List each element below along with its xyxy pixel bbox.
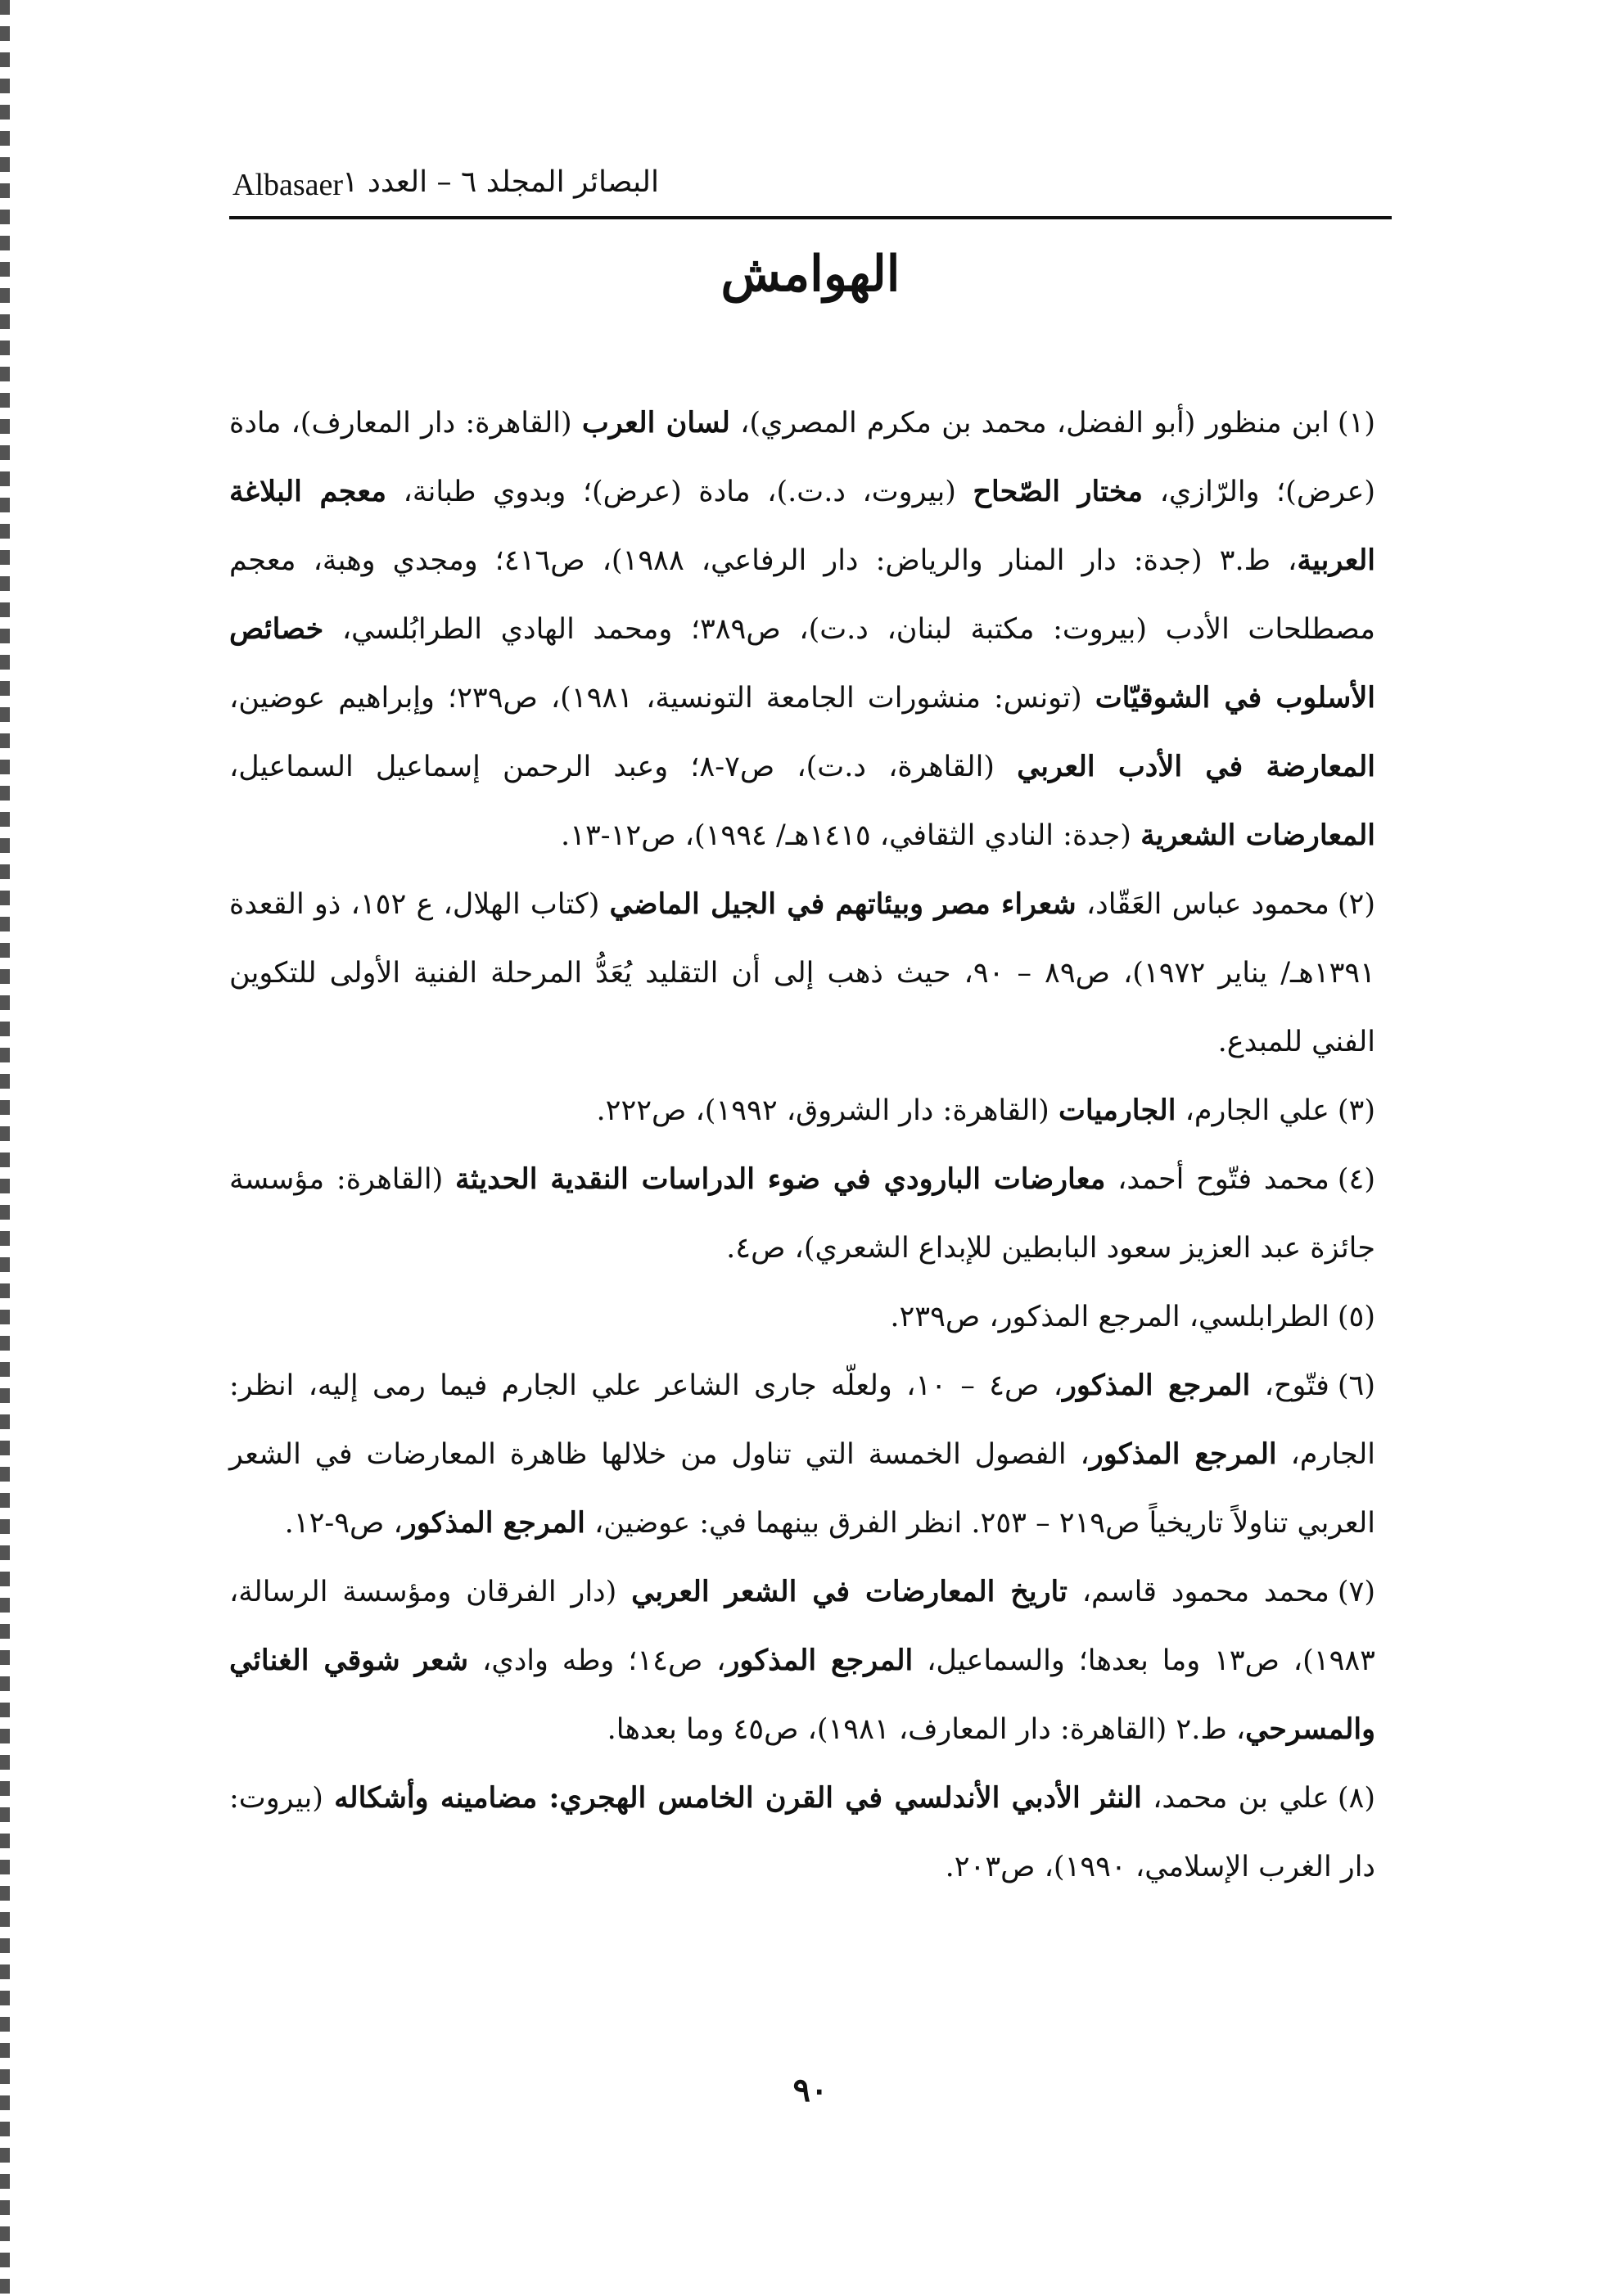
cited-title: معجم البلاغة العربية: [229, 475, 1375, 577]
footnote-text: (القاهرة: مؤسسة جائزة عبد العزيز سعود البابطين للإبداع الشعري)، ص٤.: [229, 1163, 1375, 1265]
section-title: الهوامش: [720, 246, 901, 303]
footnote-number: (١): [1337, 407, 1375, 440]
footnote-text: (تونس: منشورات الجامعة التونسية، ١٩٨١)، ص٢٣٩؛ وإبراهيم عوضين،: [229, 682, 1095, 715]
cited-title: شعراء مصر وبيئاتهم في الجيل الماضي: [609, 887, 1077, 921]
footnote-text: ، الفصول الخمسة التي تناول من خلالها ظاهرة المعارضات في الشعر العربي تناولاً تاريخياً ص٢١٩ – ٢٥٣. انظر الفرق بينهما في: عوضين،: [229, 1438, 1375, 1540]
footnote-number: (٣): [1337, 1094, 1375, 1127]
cited-title: مختار الصّحاح: [973, 475, 1144, 508]
journal-name-arabic: البصائر المجلد ٦ – العدد ١: [342, 165, 659, 199]
footnote-1: [229, 389, 1375, 870]
binding-edge: [0, 0, 10, 2296]
footnote-text: (جدة: النادي الثقافي، ١٤١٥هـ/ ١٩٩٤)، ص١٢-١٣.: [561, 819, 1141, 852]
page-number: ٩٠: [792, 2071, 828, 2109]
footnote-text: ، ص٩-١٢.: [284, 1507, 403, 1540]
cited-title: تاريخ المعارضات في الشعر العربي: [631, 1575, 1068, 1608]
footnote-6: [229, 1351, 1375, 1558]
footnote-5: [229, 1283, 1375, 1351]
footnote-text: (بيروت: دار الغرب الإسلامي، ١٩٩٠)، ص٢٠٣.: [229, 1782, 1375, 1883]
running-header: [229, 164, 1392, 219]
cited-title: المرجع المذكور: [1063, 1369, 1251, 1402]
footnote-text: ، ط.٢ (القاهرة: دار المعارف، ١٩٨١)، ص٤٥ وما بعدها.: [607, 1713, 1246, 1746]
journal-name-latin: Albasaer: [232, 168, 344, 202]
footnote-number: (٤): [1337, 1163, 1375, 1196]
footnote-8: [229, 1764, 1375, 1901]
footnote-text: ، ص٤ – ١٠، ولعلّه جارى الشاعر علي الجارم فيما رمى إليه، انظر: الجارم،: [229, 1369, 1375, 1471]
footnote-text: ، ص١٤؛ وطه وادي،: [468, 1644, 726, 1677]
footnote-number: (٨): [1337, 1782, 1375, 1815]
cited-title: خصائص الأسلوب في الشوقيّات: [229, 612, 1376, 715]
cited-title: المرجع المذكور: [725, 1644, 914, 1677]
footnote-text: (بيروت، د.ت.)، مادة (عرض)؛ وبدوي طبانة،: [386, 476, 973, 508]
footnote-7: [229, 1558, 1375, 1764]
footnote-text: علي بن محمد،: [1141, 1782, 1329, 1815]
footnote-text: فتّوح،: [1250, 1369, 1329, 1402]
cited-title: المعارضة في الأدب العربي: [1017, 750, 1375, 783]
footnote-text: (القاهرة: دار المعارف)، مادة (عرض)؛ والرّازي،: [229, 407, 1375, 508]
footnote-text: (القاهرة: دار الشروق، ١٩٩٢)، ص٢٢٢.: [596, 1094, 1059, 1127]
footnote-number: (٦): [1337, 1369, 1375, 1402]
footnote-text: علي الجارم،: [1176, 1094, 1329, 1127]
footnote-4: [229, 1145, 1375, 1283]
footnote-text: (دار الفرقان ومؤسسة الرسالة، ١٩٨٣)، ص١٣ وما بعدها؛ والسماعيل،: [229, 1576, 1375, 1677]
footnote-text: محمد فتّوح أحمد،: [1105, 1163, 1329, 1196]
cited-title: المعارضات الشعرية: [1140, 819, 1375, 852]
cited-title: المرجع المذكور: [1089, 1437, 1277, 1471]
footnote-text: ، ط.٣ (جدة: دار المنار والرياض: دار الرفاعي، ١٩٨٨)، ص٤١٦؛ ومجدي وهبة، معجم مصطلحات الأدب (بيروت: مكتبة لبنان، د.ت)، ص٣٨٩؛ ومحمد الهادي الطرابُلسي،: [229, 544, 1375, 646]
footnote-text: (القاهرة، د.ت)، ص٧-٨؛ وعبد الرحمن إسماعيل السماعيل،: [229, 751, 1018, 783]
footnote-number: (٢): [1337, 888, 1375, 921]
footnote-number: (٥): [1337, 1301, 1375, 1333]
footnote-text: (كتاب الهلال، ع ١٥٢، ذو القعدة ١٣٩١هـ/ يناير ١٩٧٢)، ص٨٩ – ٩٠، حيث ذهب إلى أن التقليد يُعَدُّ المرحلة الفنية الأولى للتكوين الفني للمبدع.: [229, 888, 1375, 1058]
cited-title: لسان العرب: [581, 406, 730, 440]
footnote-3: [229, 1076, 1375, 1145]
cited-title: معارضات البارودي في ضوء الدراسات النقدية الحديثة: [455, 1162, 1106, 1196]
cited-title: المرجع المذكور: [402, 1506, 585, 1540]
cited-title: النثر الأدبي الأندلسي في القرن الخامس الهجري: مضامينه وأشكاله: [334, 1781, 1142, 1815]
cited-title: الجارميات: [1058, 1094, 1176, 1127]
footnote-text: محمود عباس العَقّاد،: [1076, 888, 1329, 921]
footnote-number: (٧): [1337, 1576, 1375, 1608]
footnote-text: محمد محمود قاسم،: [1067, 1576, 1329, 1608]
footnote-text: ابن منظور (أبو الفضل، محمد بن مكرم المصري)،: [729, 407, 1329, 440]
footnote-text: الطرابلسي، المرجع المذكور، ص٢٣٩.: [890, 1301, 1329, 1333]
cited-title: شعر شوقي الغنائي والمسرحي: [229, 1644, 1375, 1746]
footnote-2: [229, 870, 1375, 1076]
footnotes-list: [229, 389, 1375, 1901]
